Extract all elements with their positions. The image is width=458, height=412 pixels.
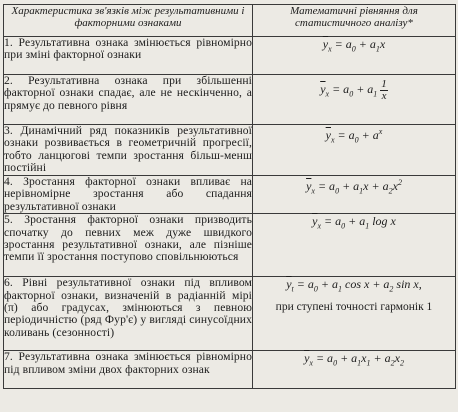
- table-row: [4, 351, 456, 389]
- table-row: [4, 176, 456, 214]
- row-formula: [253, 75, 456, 125]
- row-description: 7. Результативна ознака змінюється рівномірно під впливом зміни двох факторних ознак: [4, 351, 253, 389]
- formula-text: $\overline{y}_x = a_0 + a_1x + a_2x^2$: [306, 178, 402, 196]
- table-header-row: [4, 5, 456, 37]
- table-row: [4, 214, 456, 277]
- table-row: [4, 37, 456, 75]
- row-formula: [253, 125, 456, 176]
- formula-text: $\overline{y}_x = a_0 + a_1$ $\frac{1}{x}$: [320, 78, 387, 102]
- formula-text: $\overline{y}_x = a_0 + a_1$ log x: [312, 214, 396, 231]
- row-description: 6. Рівні результативної ознаки під впливом факторної ознаки, визначеній в радіанній мірі (π) або градусах, змінюються з певною періодичністю (ряд Фур'є) у вигляді синусоїдних коливань (сезонності): [4, 277, 253, 351]
- formula-text: $\overline{y}_x = a_0 + a^x$: [325, 127, 383, 145]
- row-description: 4. Зростання факторної ознаки впливає на нерівномірне зростання або спадання результативної ознаки: [4, 175, 252, 213]
- formula-text: $\overline{y}_t = a_0 + a_1$ $\cos x + a_2$ sin x,: [286, 277, 422, 294]
- table-row: [4, 277, 456, 351]
- row-description: 1. Результативна ознака змінюється рівномірно при зміні факторної ознаки: [4, 37, 253, 75]
- formula-text: $\overline{y}_x = a_0 + a_1x_1 + a_2x_2$: [304, 351, 404, 368]
- row-formula: [253, 214, 456, 277]
- regression-equations-table: [3, 4, 456, 389]
- row-description: 3. Динамічний ряд показників результативної ознаки розвивається в геометричній прогресії, тобто ланцюгові темпи зростання більш-менш постійні: [4, 124, 252, 175]
- row-formula: [253, 277, 456, 351]
- header-characteristics: Характеристика зв'язків між результативними і факторними ознаками: [4, 5, 253, 37]
- row-description: 5. Зростання факторної ознаки призводить спочатку до певних меж дуже швидкого зростання результативної ознаки, але пізніше темпи її зростання поступово сповільнюються: [4, 214, 253, 277]
- row-formula: [253, 351, 456, 389]
- formula-text: $\overline{y}_x = a_0 + a_1x$: [322, 37, 386, 54]
- header-equations: Математичні рівняння для статистичного аналізу*: [253, 5, 456, 37]
- row-formula: [253, 37, 456, 75]
- table-row: [4, 125, 456, 176]
- row-description: 2. Результативна ознака при збільшенні факторної ознаки спадає, але не нескінченно, а прямує до певного рівня: [4, 75, 253, 125]
- table-row: [4, 75, 456, 125]
- row-formula: [253, 176, 456, 214]
- formula-note: при ступені точності гармонік 1: [275, 300, 433, 313]
